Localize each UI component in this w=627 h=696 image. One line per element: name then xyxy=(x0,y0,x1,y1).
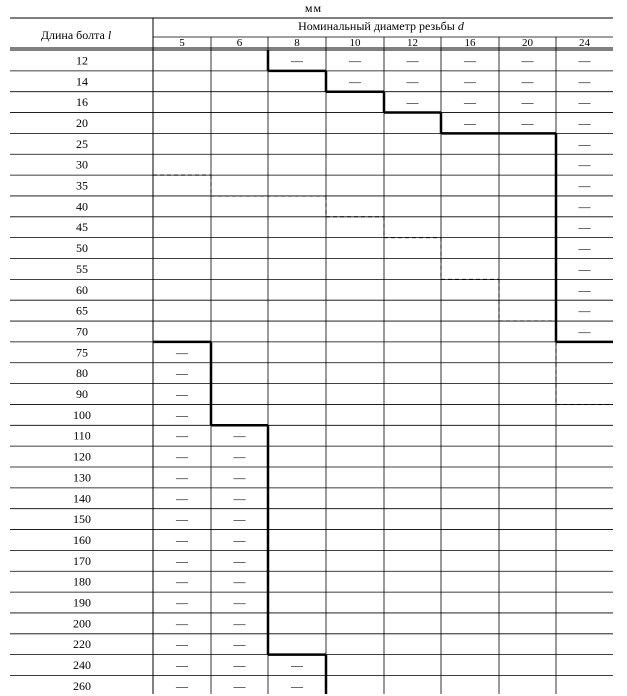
table-cell-value: — xyxy=(176,678,188,693)
table-cell-value: — xyxy=(233,595,246,610)
table-cell-value: — xyxy=(578,115,591,130)
length-label: 80 xyxy=(76,366,88,381)
table-cell-value: — xyxy=(233,491,246,506)
table-cell-value: — xyxy=(176,616,188,631)
table-cell-value: — xyxy=(406,53,419,68)
table-cell-value: — xyxy=(176,387,188,402)
table-cell-value: — xyxy=(233,574,246,589)
table-cell-value: — xyxy=(464,115,476,130)
table-header xyxy=(41,19,465,42)
table-cell-value: — xyxy=(578,220,591,235)
table-cell-value: — xyxy=(176,449,188,464)
table-cell-value: — xyxy=(578,178,591,193)
table-cell-value: — xyxy=(406,74,419,89)
length-label: 55 xyxy=(76,261,88,276)
length-label: 100 xyxy=(73,407,91,422)
length-label: 240 xyxy=(73,658,91,673)
table-cells xyxy=(73,37,592,693)
length-label: 200 xyxy=(73,616,91,631)
table-cell-value: — xyxy=(291,678,303,693)
length-label: 35 xyxy=(76,178,88,193)
length-label: 190 xyxy=(73,595,91,610)
length-label: 220 xyxy=(73,637,91,652)
table-cell-value: — xyxy=(521,53,534,68)
table-cell-value: — xyxy=(233,470,246,485)
length-label: 25 xyxy=(76,136,88,151)
length-label: 150 xyxy=(73,512,91,527)
table-cell-value: — xyxy=(578,261,591,276)
table-cell-value: — xyxy=(233,512,246,527)
length-label: 140 xyxy=(73,491,91,506)
table-cell-value: — xyxy=(578,324,591,339)
length-label: 45 xyxy=(76,220,88,235)
table-cell-value: — xyxy=(578,241,591,256)
row-header-var: l xyxy=(107,28,112,42)
table-cell-value: — xyxy=(233,658,246,673)
table-cell-value: — xyxy=(406,95,419,110)
length-label: 50 xyxy=(76,241,88,256)
table-cell-value: — xyxy=(349,53,361,68)
group-header-var: d xyxy=(457,19,464,33)
length-label: 16 xyxy=(76,95,88,110)
length-label: 90 xyxy=(76,387,88,402)
table-cell-value: — xyxy=(521,115,534,130)
table-cell-value: — xyxy=(176,366,188,381)
table-cell-value: — xyxy=(521,74,534,89)
table-cell-value: — xyxy=(176,532,188,547)
length-label: 260 xyxy=(73,678,91,693)
table-cell-value: — xyxy=(291,53,303,68)
length-label: 14 xyxy=(76,74,88,89)
table-cell-value: — xyxy=(578,303,591,318)
column-heading: 24 xyxy=(579,37,590,49)
column-heading: 8 xyxy=(294,37,300,49)
group-header-text: Номинальный диаметр резьбы xyxy=(298,19,455,33)
length-label: 20 xyxy=(76,115,88,130)
table-cell-value: — xyxy=(578,53,591,68)
column-heading: 12 xyxy=(407,37,418,49)
table-cell-value: — xyxy=(578,74,591,89)
length-label: 60 xyxy=(76,282,88,297)
table-cell-value: — xyxy=(176,428,188,443)
table-cell-value: — xyxy=(176,553,188,568)
length-label: 160 xyxy=(73,532,91,547)
column-heading: 5 xyxy=(179,37,185,49)
table-cell-value: — xyxy=(233,449,246,464)
table-cell-value: — xyxy=(464,74,476,89)
table-cell-value: — xyxy=(521,95,534,110)
length-label: 65 xyxy=(76,303,88,318)
length-label: 110 xyxy=(73,428,91,443)
length-label: 120 xyxy=(73,449,91,464)
table-cell-value: — xyxy=(233,616,246,631)
length-label: 130 xyxy=(73,470,91,485)
table-cell-value: — xyxy=(233,532,246,547)
table-cell-value: — xyxy=(233,428,246,443)
table-cell-value: — xyxy=(464,95,476,110)
units-caption: мм xyxy=(304,1,323,15)
length-label: 40 xyxy=(76,199,88,214)
table-cell-value: — xyxy=(176,407,188,422)
column-heading: 10 xyxy=(349,37,361,49)
table-cell-value: — xyxy=(578,282,591,297)
length-label: 12 xyxy=(76,53,88,68)
table-cell-value: — xyxy=(233,637,246,652)
group-header-label xyxy=(298,19,465,33)
column-heading: 16 xyxy=(464,37,476,49)
table-cell-value: — xyxy=(176,345,188,360)
column-heading: 20 xyxy=(522,37,533,49)
table-cell-value: — xyxy=(578,136,591,151)
table-cell-value: — xyxy=(578,95,591,110)
table-cell-value: — xyxy=(176,470,188,485)
table-cell-value: — xyxy=(233,678,246,693)
table-cell-value: — xyxy=(176,595,188,610)
length-label: 180 xyxy=(73,574,91,589)
length-label: 170 xyxy=(73,553,91,568)
table-cell-value: — xyxy=(291,658,303,673)
table-cell-value: — xyxy=(578,199,591,214)
table-cell-value: — xyxy=(349,74,361,89)
column-heading: 6 xyxy=(236,37,243,49)
table-cell-value: — xyxy=(176,491,188,506)
table-cell-value: — xyxy=(176,512,188,527)
row-header-label xyxy=(41,28,112,42)
table-cell-value: — xyxy=(578,157,591,172)
table-cell-value: — xyxy=(464,53,476,68)
table-cell-value: — xyxy=(176,637,188,652)
length-label: 75 xyxy=(76,345,88,360)
table-cell-value: — xyxy=(176,574,188,589)
length-label: 70 xyxy=(76,324,88,339)
table-cell-value: — xyxy=(233,553,246,568)
table-cell-value: — xyxy=(176,658,188,673)
length-label: 30 xyxy=(76,157,88,172)
step-boundaries xyxy=(153,50,613,694)
row-header-text: Длина болта xyxy=(40,28,105,42)
